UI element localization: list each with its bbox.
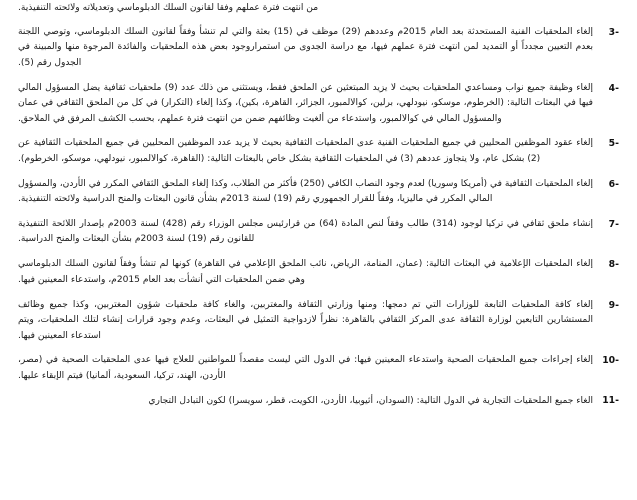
list-item-marker: 11- bbox=[602, 395, 619, 407]
list-item-marker: 7- bbox=[608, 219, 619, 231]
numbered-recommendation-list bbox=[18, 25, 619, 406]
list-item-text: إلغاء كافة الملحقيات التابعة للوزارات التي تم دمجها: ومنها وزارتي الثقافة والمغتربين، والغاء كافة ملحقيات شؤون المغتربين، وكذا جميع وظائف المستشارين التابعين لوزارة الثقافة عدى المركز الثقافي بالقاهرة: نظراً لازدواجية التمثيل في البعثات، وعدم وجود قرارات إنشاء لتلك الملحقيات، ويتم استدعاء المعينين فيها. bbox=[18, 299, 593, 341]
list-item bbox=[18, 81, 619, 127]
list-item-text: الغاء جميع الملحقيات التجارية في الدول التالية: (السودان، أثيوبيا، الأردن، الكويت، قطر، سويسرا) لكون التبادل التجاري bbox=[148, 396, 593, 407]
list-item bbox=[18, 257, 619, 288]
list-item-marker: 6- bbox=[608, 178, 619, 190]
list-item-marker: 5- bbox=[608, 138, 619, 150]
list-item-marker: 8- bbox=[608, 259, 619, 271]
list-item-text: إلغاء وظيفة جميع نواب ومساعدي الملحقيات بحيث لا يزيد المبتعثين عن الملحق فقط، ويستثنى من ذلك عدد (9) ملحقيات ثقافية يضل المسؤول المالي فيها في البعثات التالية: (الخرطوم، موسكو، نيودلهي، برلين، كوالالمبور، الجزائر، القاهرة، بكين)، وكذا إلغاء (التكرار) في كل من الملحق الثقافي في عمان والمسؤول المالي في كوالالمبور، واستدعاء من ألغيت وظائفهم ضمن من انتهت فترة عملهم، بحسب الكشف المرفق في الملاحق. bbox=[18, 82, 593, 124]
list-item bbox=[18, 353, 619, 384]
list-item-marker: 3- bbox=[608, 27, 619, 38]
list-item-marker: 9- bbox=[608, 299, 619, 311]
list-item-text: إلغاء إجراءات جميع الملحقيات الصحية واستدعاء المعينين فيها: في الدول التي ليست مقصداً للمواطنين للعلاج فيها عدى الملحقيات الصحية في (مصر، الأردن، الهند، تركيا، السعودية، ألمانيا) فيتم الإبقاء عليها. bbox=[18, 355, 593, 381]
list-item-text: إنشاء ملحق ثقافي في تركيا لوجود (314) طالب وفقاً لنص المادة (64) من قرارئيس مجلس الوزراء رقم (428) لسنة 2003م بإصدار اللائحة التنفيذية للقانون رقم (19) لسنة 2003م بشأن البعثات والمنح الدراسية. bbox=[18, 219, 593, 245]
list-item bbox=[18, 136, 619, 167]
previous-paragraph-continuation-line: من انتهت فترة عملهم وفقا لقانون السلك الدبلوماسي وتعديلاته ولائحته التنفيذية. bbox=[18, 3, 319, 13]
list-item-text: إلغاء عقود الموظفين المحليين في جميع الملحقيات الفنية عدى الملحقيات الثقافية بحيث لا يزيد عدد الموظفين المحليين في جميع الملحقيات الثقافية عن (2) بشكل عام، ولا يتجاوز عددهم (3) في الملحقيات الثقافية بشكل خاص بالبعثات التالية: (القاهرة، كوالالمبور، نيودلهي، موسكو، الخرطوم). bbox=[18, 138, 593, 164]
list-item bbox=[18, 217, 619, 248]
list-item bbox=[18, 177, 619, 208]
list-item-text: إلغاء الملحقيات الفنية المستحدثة بعد العام 2015م وعددهم (29) موظف في (15) بعثة والتي لم تنشأ وفقاً لقانون السلك الدبلوماسي، وتوصي اللجنة بعدم التعيين مجدداً أو التمديد لمن انتهت فترة عملهم فيها، مع دراسة الجدوى من استمراروجود بعض هذه الملحقيات والفائدة المرجوة منها والمبينة في الجدول رقم (5). bbox=[18, 27, 593, 68]
list-item-text: إلغاء الملحقيات الثقافية في (أمريكا وسوريا) لعدم وجود النصاب الكافي (250) فأكثر من الطلاب، وكذا إلغاء الملحق الثقافي المكرر في الأردن، والمسؤول المالي المكرر في ماليزيا، وفقاً للقرار الجمهوري رقم (19) لسنة 2013م بشأن قانون البعثات والمنح الدراسية ولائحته التنفيذية. bbox=[18, 178, 593, 205]
list-item-marker: 4- bbox=[608, 82, 619, 94]
list-item-text: إلغاء الملحقيات الإعلامية في البعثات التالية: (عمان، المنامة، الرياض، نائب الملحق الإعلامي في القاهرة) كونها لم تنشأ وفقاً لقانون السلك الدبلوماسي وهي ضمن الملحقيات التي أنشأت بعد العام 2015م، واستدعاء المعينين فيها. bbox=[18, 259, 593, 285]
list-item bbox=[18, 298, 619, 344]
list-item bbox=[18, 394, 619, 406]
list-item-marker: 10- bbox=[602, 355, 619, 367]
list-item bbox=[18, 25, 619, 71]
